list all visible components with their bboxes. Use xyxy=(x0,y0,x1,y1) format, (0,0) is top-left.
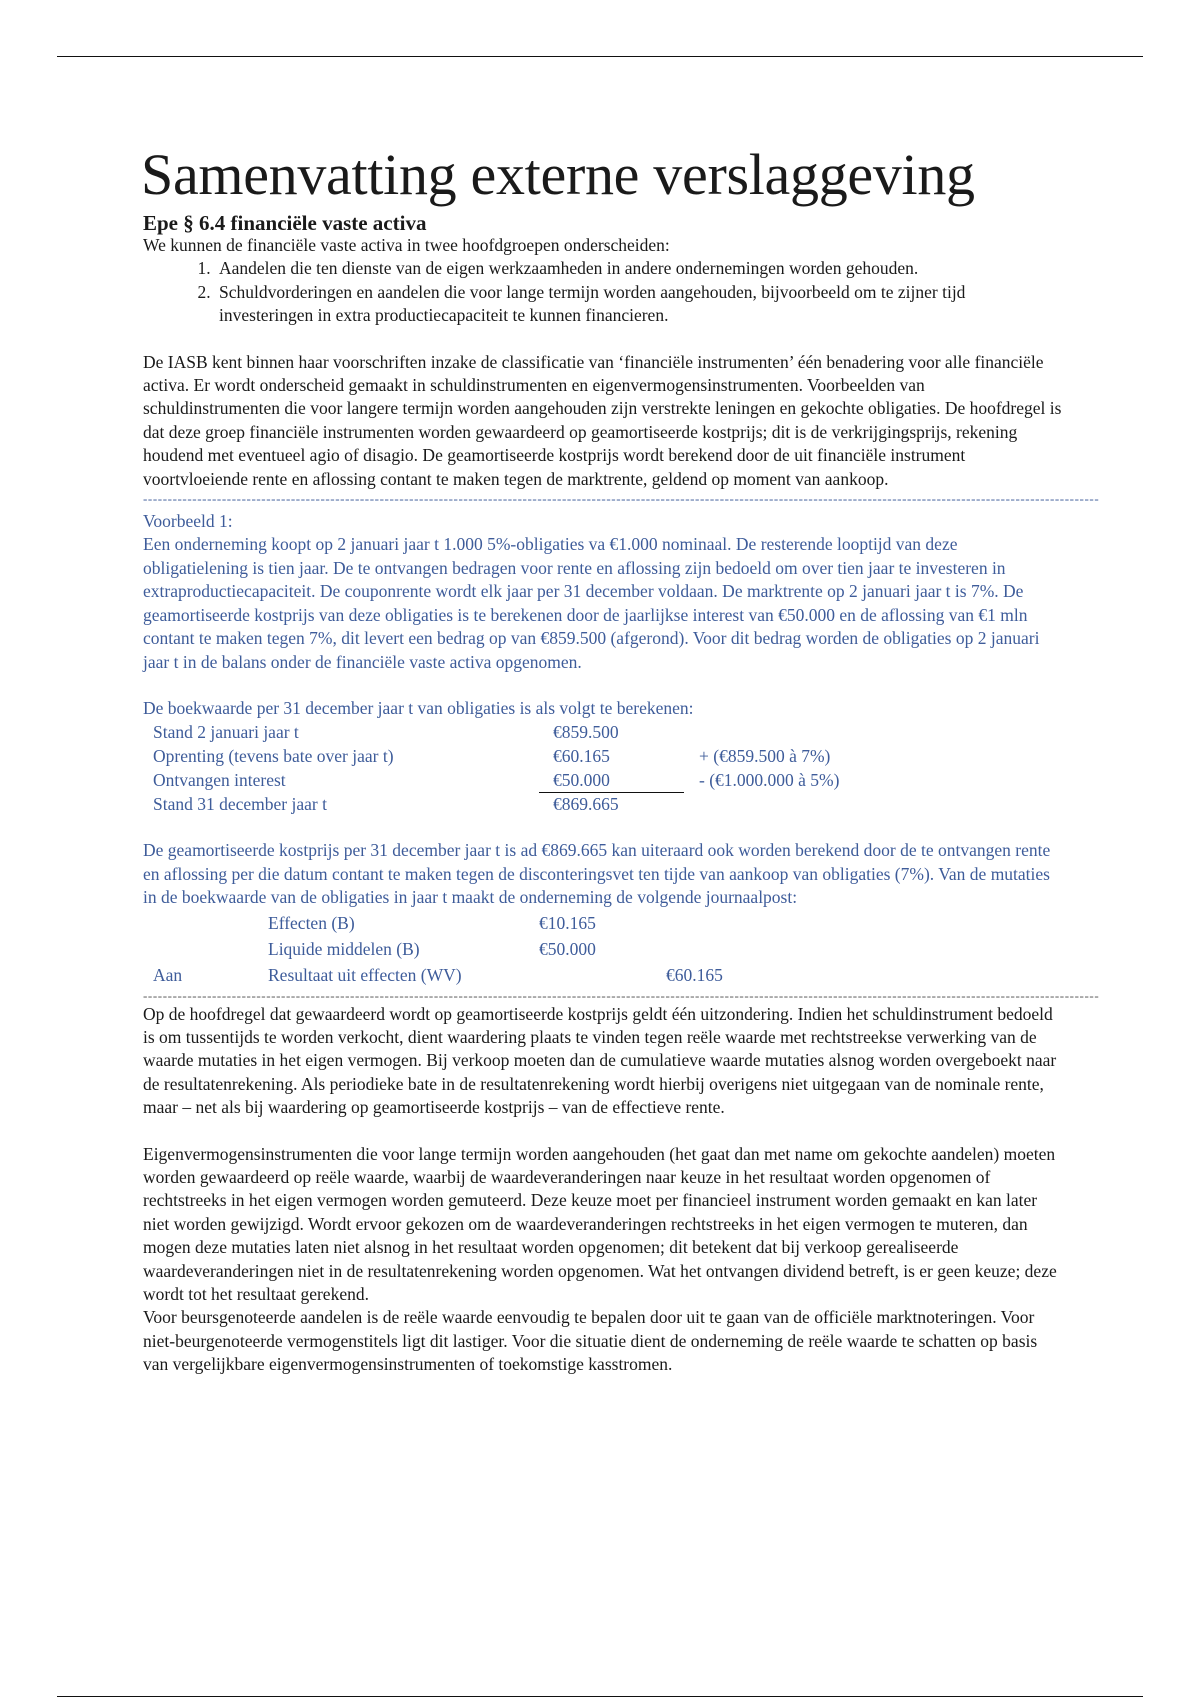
journal-prefix: Aan xyxy=(153,964,183,985)
journal-debit: €10.165 xyxy=(539,912,596,933)
amortised-text: De geamortiseerde kostprijs per 31 december jaar t is ad €869.665 kan uiteraard ook worden berekend door de te ontvangen rente en aflossing per die datum contant te maken tegen de disconteringsvet ten tijde van aankoop van obligaties (7%). Van de mutaties in de boekwaarde van de obligaties in jaar t maakt de onderneming de volgende journaalpost: xyxy=(143,840,1051,908)
calc-amount: €869.665 xyxy=(553,794,619,815)
journal-account: Resultaat uit effecten (WV) xyxy=(268,964,462,985)
calc-note: - (€1.000.000 à 5%) xyxy=(699,770,840,791)
section-heading: Epe § 6.4 financiële vaste activa xyxy=(143,211,427,235)
document-page xyxy=(141,140,1100,1377)
journal-credit: €60.165 xyxy=(666,964,723,985)
document-title: Samenvatting externe verslaggeving xyxy=(141,142,975,207)
separator-dashes: -------------------------------------------------------------------------------------------------------------------------------------------------------------------------------------------------- xyxy=(143,491,1100,507)
example-block xyxy=(143,510,1063,987)
separator-dashes: -------------------------------------------------------------------------------------------------------------------------------------------------------------------------------------------------- xyxy=(143,987,1100,1003)
journal-account: Effecten (B) xyxy=(268,912,355,933)
list-item: 1. Aandelen die ten dienste van de eigen werkzaamheden in andere ondernemingen worden gehouden. xyxy=(215,257,1063,280)
top-rule xyxy=(57,56,1143,57)
calc-amount: €50.000 xyxy=(553,770,610,791)
paragraph-listed: Voor beursgenoteerde aandelen is de reële waarde eenvoudig te bepalen door uit te gaan van de officiële marktnoteringen. Voor niet-beurgenoteerde vermogenstitels ligt dit lastiger. Voor die situatie dient de onderneming de reële waarde te schatten op basis van vergelijkbare eigenvermogensinstrumenten of toekomstige kasstromen. xyxy=(143,1307,1038,1375)
calc-table xyxy=(143,720,1063,816)
calc-label: Ontvangen interest xyxy=(153,770,286,791)
journal-debit: €50.000 xyxy=(539,938,596,959)
paragraph-equity: Eigenvermogensinstrumenten die voor lange termijn worden aangehouden (het gaat dan met name om gekochte aandelen) moeten worden gewaardeerd op reële waarde, waarbij de waardeveranderingen naar keuze in het resultaat worden opgenomen of rechtstreeks in het eigen vermogen worden gemuteerd. Deze keuze moet per financieel instrument worden gemaakt en kan later niet worden gewijzigd. Wordt ervoor gekozen om de waardeveranderingen rechtstreeks in het eigen vermogen te muteren, dan mogen deze mutaties laten niet alsnog in het resultaat worden opgenomen; dit betekent dat bij verkoop gerealiseerde waardeveranderingen niet in de resultatenrekening worden opgenomen. Wat het ontvangen dividend betreft, is er geen keuze; deze wordt tot het resultaat gerekend. xyxy=(143,1143,1057,1304)
paragraph-iasb: De IASB kent binnen haar voorschriften inzake de classificatie van ‘financiële instrumenten’ één benadering voor alle financiële activa. Er wordt onderscheid gemaakt in schuldinstrumenten en eigenvermogensinstrumenten. Voorbeelden van schuldinstrumenten die voor langere termijn worden aangehouden zijn verstrekte leningen en gekochte obligaties. De hoofdregel is dat deze groep financiële instrumenten worden gewaardeerd op geamortiseerde kostprijs; dit is de verkrijgingsprijs, rekening houdend met eventueel agio of disagio. De geamortiseerde kostprijs wordt berekend door de uit financiële instrument voortvloeiende rente en aflossing contant te maken tegen de marktrente, geldend op moment van aankoop. xyxy=(143,351,1062,489)
groups-list xyxy=(143,257,1063,327)
example-text: Een onderneming koopt op 2 januari jaar t 1.000 5%-obligaties va €1.000 nominaal. De resterende looptijd van deze obligatielening is tien jaar. De te ontvangen bedragen voor rente en aflossing zijn bedoeld om over tien jaar te investeren in extraproductiecapaciteit. De couponrente wordt elk jaar per 31 december voldaan. De marktrente op 2 januari jaar t is 7%. De geamortiseerde kostprijs van deze obligaties is te berekenen door de jaarlijkse interest van €50.000 en de aflossing van €1 mln contant te maken tegen 7%, dit levert een bedrag op van €859.500 (afgerond). Voor dit bedrag worden de obligaties op 2 januari jaar t in de balans onder de financiële vaste activa opgenomen. xyxy=(143,534,1040,672)
calc-label: Oprenting (tevens bate over jaar t) xyxy=(153,746,394,767)
list-item: 2. Schuldvorderingen en aandelen die voor lange termijn worden aangehouden, bijvoorbeeld om te zijner tijd investeringen in extra productiecapaciteit te kunnen financieren. xyxy=(215,281,1063,328)
journal-entry xyxy=(143,910,1063,988)
bottom-rule xyxy=(57,1696,1143,1697)
calc-label: Stand 2 januari jaar t xyxy=(153,722,299,743)
calc-amount: €60.165 xyxy=(553,746,610,767)
calc-label: Stand 31 december jaar t xyxy=(153,794,327,815)
intro-text: We kunnen de financiële vaste activa in twee hoofdgroepen onderscheiden: xyxy=(143,235,670,255)
calc-intro: De boekwaarde per 31 december jaar t van obligaties is als volgt te berekenen: xyxy=(143,697,694,718)
journal-account: Liquide middelen (B) xyxy=(268,938,420,959)
paragraph-exception: Op de hoofdregel dat gewaardeerd wordt op geamortiseerde kostprijs geldt één uitzondering. Indien het schuldinstrument bedoeld is om tussentijds te worden verkocht, dient waardering plaats te vinden tegen reële waarde met rechtstreekse verwerking van de waarde mutaties in het eigen vermogen. Bij verkoop moeten dan de cumulatieve waarde mutaties alsnog worden overgeboekt naar de resultatenrekening. Als periodieke bate in de resultatenrekening wordt hierbij overigens niet uitgegaan van de nominale rente, maar – net als bij waardering op geamortiseerde kostprijs – van de effectieve rente. xyxy=(143,1003,1057,1118)
calc-amount: €859.500 xyxy=(553,722,619,743)
example-label: Voorbeeld 1: xyxy=(143,511,233,532)
calc-note: + (€859.500 à 7%) xyxy=(699,746,831,767)
